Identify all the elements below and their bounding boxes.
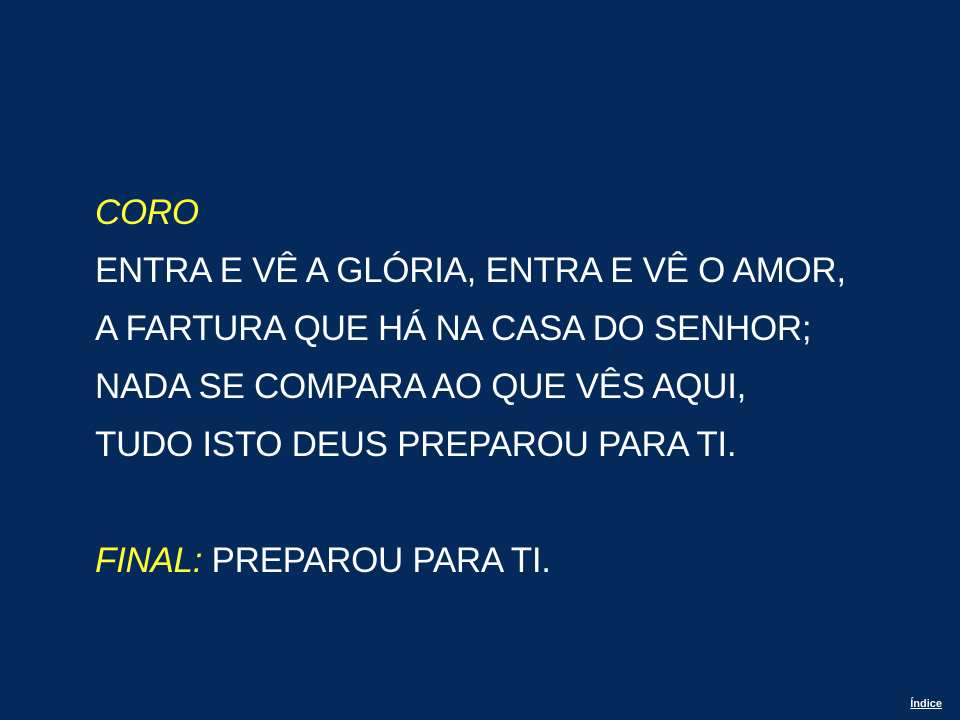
lyric-line-1: ENTRA E VÊ A GLÓRIA, ENTRA E VÊ O AMOR,: [95, 251, 846, 290]
final-label: FINAL:: [95, 541, 203, 580]
lyric-line-4: TUDO ISTO DEUS PREPAROU PARA TI.: [95, 425, 737, 464]
lyrics-block: [95, 184, 935, 590]
index-link[interactable]: Índice: [910, 698, 942, 710]
stanza-spacer: [95, 474, 935, 532]
final-text: PREPAROU PARA TI.: [202, 541, 551, 580]
chorus-heading: CORO: [95, 193, 199, 232]
final-line: [95, 532, 935, 590]
lyric-line-2: A FARTURA QUE HÁ NA CASA DO SENHOR;: [95, 309, 812, 348]
lyric-line-3: NADA SE COMPARA AO QUE VÊS AQUI,: [95, 367, 747, 406]
